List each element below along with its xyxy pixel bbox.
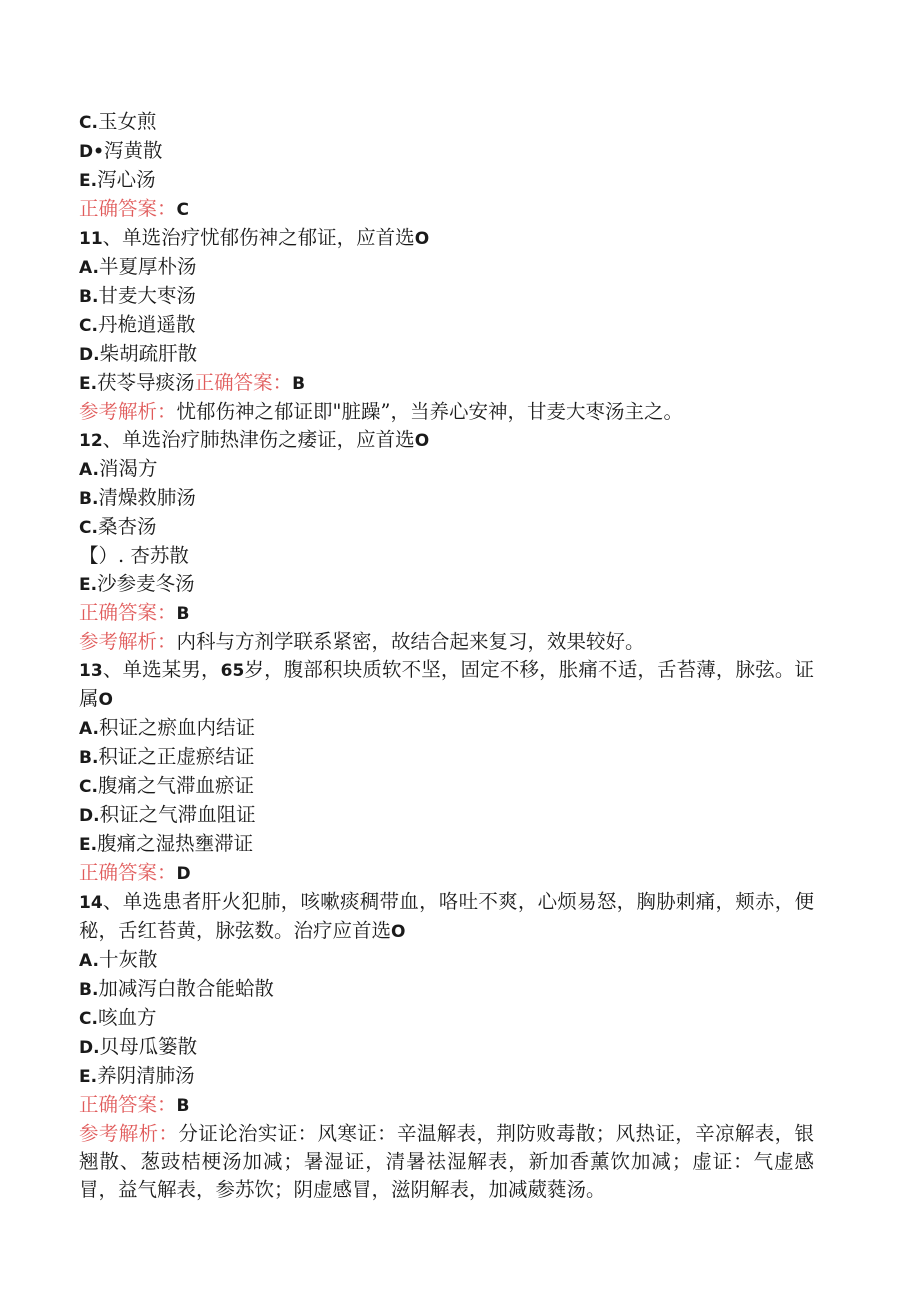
option-d: D•泻黄散 <box>79 139 163 162</box>
question-11 <box>79 224 814 426</box>
option-e: E.泻心汤 <box>79 168 156 191</box>
option-d: D.积证之气滞血阻证 <box>79 803 256 826</box>
option-b: B.积证之正虚瘀结证 <box>79 745 255 768</box>
question-12 <box>79 426 814 656</box>
option-c: C.桑杏汤 <box>79 515 157 538</box>
question-stem: 13、单选某男，65岁，腹部积块质软不坚，固定不移，胀痛不适，舌苔薄，脉弦。证属O <box>79 658 814 710</box>
option-e: E.沙参麦冬汤 <box>79 572 195 595</box>
option-b: B.加减泻白散合能蛤散 <box>79 977 274 1000</box>
answer-line: 正确答案：D <box>79 861 191 884</box>
option-c: C.玉女煎 <box>79 110 157 133</box>
question-stem: 11、单选治疗忧郁伤神之郁证，应首选O <box>79 226 430 249</box>
question-stem: 12、单选治疗肺热津伤之痿证，应首选O <box>79 428 430 451</box>
answer-line: 正确答案：B <box>79 601 190 624</box>
option-a: A.半夏厚朴汤 <box>79 255 197 278</box>
option-a: A.积证之瘀血内结证 <box>79 716 255 739</box>
option-e-with-answer: E.茯苓导痰汤正确答案：B <box>79 371 306 394</box>
analysis-line: 参考解析：内科与方剂学联系紧密，故结合起来复习，效果较好。 <box>79 630 645 653</box>
question-13 <box>79 656 814 888</box>
answer-line: 正确答案：B <box>79 1093 190 1116</box>
option-e: E.腹痛之湿热壅滞证 <box>79 832 254 855</box>
answer-value: B <box>292 374 306 394</box>
option-b: B.清燥救肺汤 <box>79 486 196 509</box>
question-stem: 14、单选患者肝火犯肺，咳嗽痰稠带血，咯吐不爽，心烦易怒，胸胁刺痛，颊赤，便秘，舌红苔黄，脉弦数。治疗应首选O <box>79 890 814 942</box>
option-a: A.十灰散 <box>79 948 158 971</box>
option-a: A.消渴方 <box>79 457 158 480</box>
option-b: B.甘麦大枣汤 <box>79 284 196 307</box>
answer-label: 正确答案： <box>194 371 293 394</box>
answer-line: 正确答案：C <box>79 197 189 220</box>
option-d: D.贝母瓜篓散 <box>79 1035 198 1058</box>
analysis-paragraph: 参考解析：分证论治实证：风寒证：辛温解表，荆防败毒散；风热证，辛凉解表，银翘散、葱豉桔梗汤加减；暑湿证，清暑祛湿解表，新加香薰饮加减；虚证：气虚感冒，益气解表，参苏饮；阴虚感冒，滋阴解表，加减葳蕤汤。 <box>79 1122 814 1201</box>
document-page <box>79 108 814 1204</box>
analysis-line: 参考解析：忧郁伤神之郁证即"脏躁”，当养心安神，甘麦大枣汤主之。 <box>79 400 683 423</box>
option-d: 【）. 杏苏散 <box>79 544 189 567</box>
question-14 <box>79 888 814 1204</box>
option-c: C.丹桅逍遥散 <box>79 313 196 336</box>
option-d: D.柴胡疏肝散 <box>79 342 198 365</box>
option-e: E.养阴清肺汤 <box>79 1064 195 1087</box>
option-c: C.腹痛之气滞血瘀证 <box>79 774 254 797</box>
question-10-tail <box>79 108 814 224</box>
option-c: C.咳血方 <box>79 1006 157 1029</box>
